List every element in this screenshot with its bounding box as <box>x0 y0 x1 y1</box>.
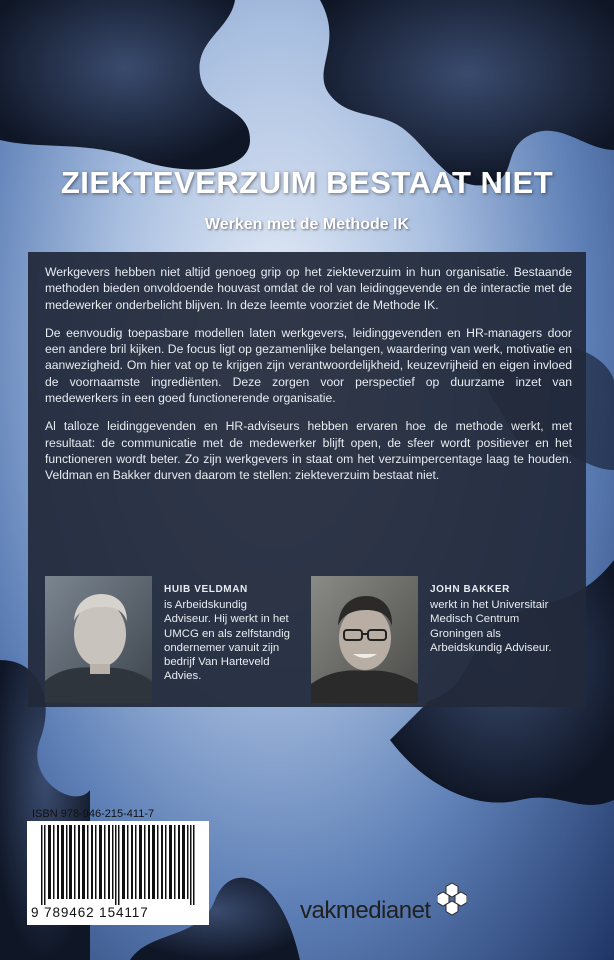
author-description: is Arbeidskundig Adviseur. Hij werkt in het UMCG en als zelfstandig ondernemer vanuit zijn bedrijf Van Harteveld Advies. <box>164 599 290 683</box>
description-text <box>45 264 572 496</box>
author-name: JOHN BAKKER <box>430 584 510 595</box>
paragraph: De eenvoudig toepasbare modellen laten werkgevers, leidinggevenden en HR-managers door een andere bril kijken. De focus ligt op gezamenlijke belangen, waardering van werk, motivatie en aanwezigheid. Om hier vat op te krijgen zijn verantwoordelijkheid, keuzevrijheid en eigen invloed de voornaamste ingrediënten. Deze zorgen voor perspectief op duurzame inzet van medewerkers in een goed functionerende organisatie. <box>45 325 572 406</box>
publisher-name: vakmedianet <box>300 897 431 924</box>
author-description: werkt in het Universitair Medisch Centrum Groningen als Arbeidskundig Adviseur. <box>430 599 552 654</box>
barcode-bars <box>27 823 209 905</box>
author-photo-veldman <box>45 576 152 703</box>
paragraph: Al talloze leidinggevenden en HR-adviseurs hebben ervaren hoe de methode werkt, met resultaat: de communicatie met de medewerker blijft open, de sfeer wordt positiever en het functioneren wordt beter. Zo zijn werkgevers in staat om het verzuimpercentage laag te houden. Veldman en Bakker durven daarom te stellen: ziekteverzuim bestaat niet. <box>45 419 572 483</box>
publisher-logo-icon <box>437 882 467 916</box>
author-bio-veldman <box>164 583 292 683</box>
puzzle-piece-top-left <box>0 0 250 170</box>
paragraph: Werkgevers hebben niet altijd genoeg grip op het ziekteverzuim in hun organisatie. Bestaande methoden bieden onvoldoende houvast omdat de rol van leidinggevende en de interactie met de medewerker onderbelicht blijven. In deze leemte voorziet de Methode IK. <box>45 265 572 312</box>
author-name: HUIB VELDMAN <box>164 584 248 595</box>
isbn-label: ISBN 978-946-215-411-7 <box>32 808 155 820</box>
book-title: ZIEKTEVERZUIM BESTAAT NIET <box>60 165 554 200</box>
puzzle-piece-top-right <box>320 0 614 185</box>
author-bio-bakker <box>430 583 575 655</box>
barcode-number: 9 789462 154117 <box>31 905 149 920</box>
author-photo-bakker <box>311 576 418 703</box>
book-subtitle: Werken met de Methode IK <box>204 216 410 233</box>
